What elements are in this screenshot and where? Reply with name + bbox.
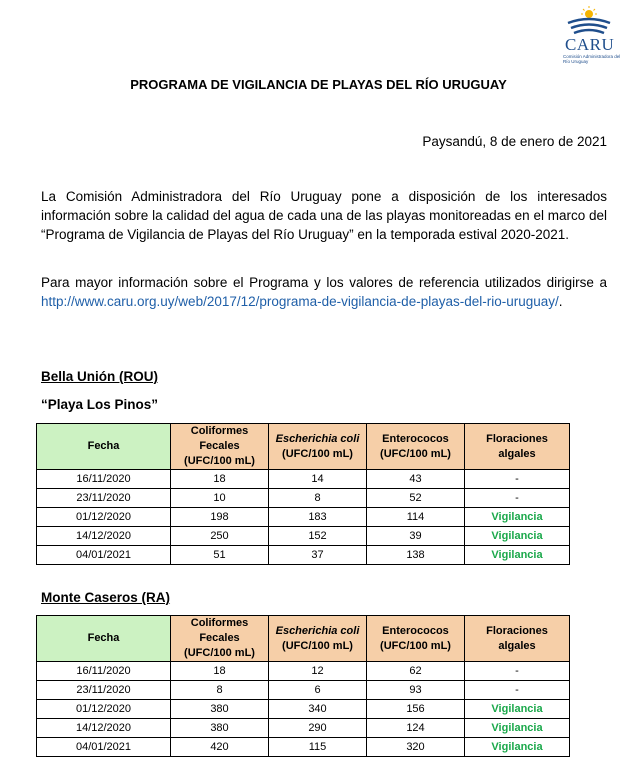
table-row	[37, 470, 570, 489]
header-floraciones: Floraciones algales	[465, 424, 570, 470]
cell-ecoli: 290	[269, 719, 367, 738]
info-suffix: .	[558, 294, 563, 309]
cell-date: 04/01/2021	[37, 546, 171, 565]
cell-floraciones: Vigilancia	[465, 719, 570, 738]
cell-enterococos: 62	[367, 662, 465, 681]
logo-subtitle: Comisión Administradora del Río Uruguay	[563, 54, 621, 64]
program-link[interactable]: http://www.caru.org.uy/web/2017/12/programa-de-vigilancia-de-playas-del-rio-uruguay/	[41, 294, 559, 309]
cell-floraciones: Vigilancia	[465, 700, 570, 719]
cell-date: 16/11/2020	[37, 662, 171, 681]
table-row	[37, 738, 570, 757]
header-enterococos: Enterococos (UFC/100 mL)	[367, 424, 465, 470]
header-floraciones: Floraciones algales	[465, 616, 570, 662]
header-fecha: Fecha	[37, 616, 171, 662]
cell-floraciones: Vigilancia	[465, 527, 570, 546]
cell-coliformes: 8	[171, 681, 269, 700]
cell-floraciones: -	[465, 662, 570, 681]
beach-name: “Playa Los Pinos”	[41, 397, 159, 412]
header-ecoli: Escherichia coli (UFC/100 mL)	[269, 424, 367, 470]
cell-ecoli: 12	[269, 662, 367, 681]
section-monte-caseros: Monte Caseros (RA)	[41, 590, 171, 605]
logo-text: CARU	[565, 35, 615, 54]
cell-date: 14/12/2020	[37, 719, 171, 738]
header-coliformes: Coliformes Fecales (UFC/100 mL)	[171, 424, 269, 470]
cell-floraciones: -	[465, 489, 570, 508]
cell-ecoli: 183	[269, 508, 367, 527]
cell-floraciones: Vigilancia	[465, 508, 570, 527]
cell-date: 16/11/2020	[37, 470, 171, 489]
cell-coliformes: 380	[171, 719, 269, 738]
cell-coliformes: 10	[171, 489, 269, 508]
cell-enterococos: 39	[367, 527, 465, 546]
bella-union-table	[36, 423, 570, 565]
page-title: PROGRAMA DE VIGILANCIA DE PLAYAS DEL RÍO URUGUAY	[130, 77, 507, 92]
header-ecoli: Escherichia coli (UFC/100 mL)	[269, 616, 367, 662]
cell-ecoli: 340	[269, 700, 367, 719]
table-row	[37, 681, 570, 700]
table-row	[37, 719, 570, 738]
cell-enterococos: 93	[367, 681, 465, 700]
info-text: Para mayor información sobre el Programa y los valores de referencia utilizados dirigirse a	[41, 275, 607, 290]
cell-floraciones: Vigilancia	[465, 738, 570, 757]
table-row	[37, 700, 570, 719]
cell-floraciones: -	[465, 470, 570, 489]
cell-ecoli: 14	[269, 470, 367, 489]
cell-floraciones: Vigilancia	[465, 546, 570, 565]
intro-paragraph: La Comisión Administradora del Río Uruguay pone a disposición de los interesados información sobre la calidad del agua de cada una de las playas monitoreadas en el marco del “Programa de Vigilancia de Playas del Río Uruguay” en la temporada estival 2020-2021.	[41, 189, 607, 242]
table-row	[37, 489, 570, 508]
cell-ecoli: 6	[269, 681, 367, 700]
cell-enterococos: 156	[367, 700, 465, 719]
header-enterococos: Enterococos (UFC/100 mL)	[367, 616, 465, 662]
cell-enterococos: 43	[367, 470, 465, 489]
monte-caseros-table	[36, 615, 570, 757]
table-row	[37, 546, 570, 565]
cell-coliformes: 380	[171, 700, 269, 719]
cell-date: 04/01/2021	[37, 738, 171, 757]
table-header-row	[37, 424, 570, 470]
cell-ecoli: 37	[269, 546, 367, 565]
cell-coliformes: 18	[171, 470, 269, 489]
cell-date: 23/11/2020	[37, 489, 171, 508]
cell-coliformes: 250	[171, 527, 269, 546]
table-row	[37, 662, 570, 681]
cell-date: 01/12/2020	[37, 508, 171, 527]
cell-ecoli: 115	[269, 738, 367, 757]
cell-ecoli: 152	[269, 527, 367, 546]
document-date: Paysandú, 8 de enero de 2021	[422, 134, 607, 149]
cell-coliformes: 420	[171, 738, 269, 757]
table-header-row	[37, 616, 570, 662]
cell-enterococos: 124	[367, 719, 465, 738]
cell-date: 14/12/2020	[37, 527, 171, 546]
cell-enterococos: 138	[367, 546, 465, 565]
cell-coliformes: 18	[171, 662, 269, 681]
cell-coliformes: 51	[171, 546, 269, 565]
cell-coliformes: 198	[171, 508, 269, 527]
cell-enterococos: 52	[367, 489, 465, 508]
section-bella-union: Bella Unión (ROU)	[41, 369, 158, 384]
header-fecha: Fecha	[37, 424, 171, 470]
header-coliformes: Coliformes Fecales (UFC/100 mL)	[171, 616, 269, 662]
cell-date: 23/11/2020	[37, 681, 171, 700]
table-row	[37, 527, 570, 546]
cell-date: 01/12/2020	[37, 700, 171, 719]
cell-enterococos: 320	[367, 738, 465, 757]
cell-floraciones: -	[465, 681, 570, 700]
info-paragraph	[41, 273, 607, 311]
cell-enterococos: 114	[367, 508, 465, 527]
cell-ecoli: 8	[269, 489, 367, 508]
table-row	[37, 508, 570, 527]
